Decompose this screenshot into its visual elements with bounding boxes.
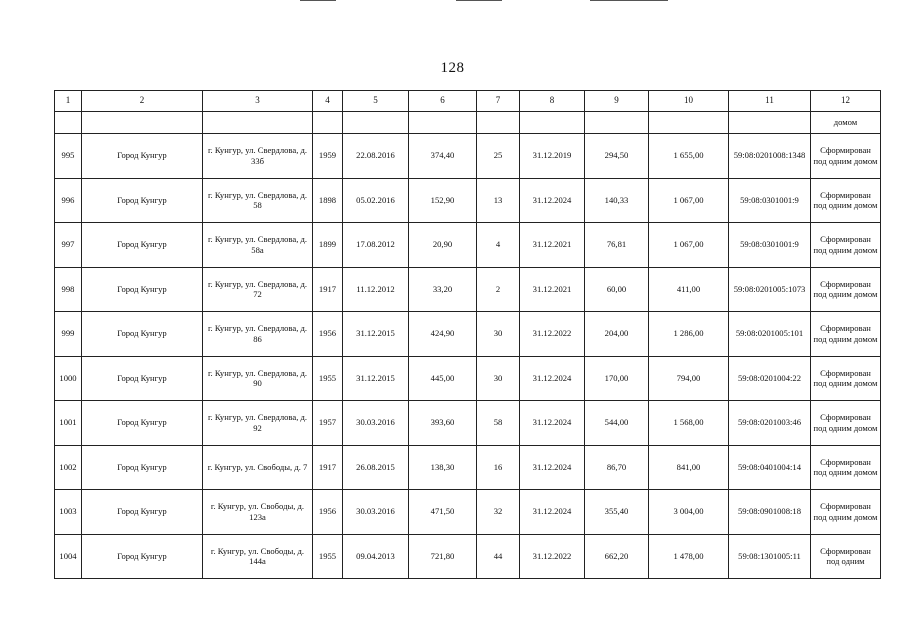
cell-num: 1004 xyxy=(55,534,82,579)
cell-date-recognized: 30.03.2016 xyxy=(343,401,409,446)
cell-municipality: Город Кунгур xyxy=(82,223,203,268)
cell-cadastral-number: 59:08:0201008:1348 xyxy=(729,134,811,179)
cell-deadline: 31.12.2021 xyxy=(520,223,585,268)
cell-area: 721,80 xyxy=(409,534,477,579)
cell-area: 138,30 xyxy=(409,445,477,490)
cell-residents: 25 xyxy=(477,134,520,179)
cell-address: г. Кунгур, ул. Свердлова, д. 58 xyxy=(203,178,313,223)
cell-area: 33,20 xyxy=(409,267,477,312)
cell-land-area: 411,00 xyxy=(649,267,729,312)
cell-num: 1001 xyxy=(55,401,82,446)
cell-date-recognized: 09.04.2013 xyxy=(343,534,409,579)
cell-municipality: Город Кунгур xyxy=(82,134,203,179)
cell-municipality: Город Кунгур xyxy=(82,356,203,401)
cell-cadastral-number: 11 xyxy=(729,91,811,112)
cell-municipality: 2 xyxy=(82,91,203,112)
cell-residents: 44 xyxy=(477,534,520,579)
scan-edge-line xyxy=(300,0,336,1)
cell-residents: 13 xyxy=(477,178,520,223)
cell-area: 374,40 xyxy=(409,134,477,179)
cell-land-status: домом xyxy=(811,112,881,134)
cell-deadline: 31.12.2019 xyxy=(520,134,585,179)
cell-area: 20,90 xyxy=(409,223,477,268)
cell-num: 996 xyxy=(55,178,82,223)
cell-address: г. Кунгур, ул. Свердлова, д. 58а xyxy=(203,223,313,268)
cell-cadastral-number xyxy=(729,112,811,134)
table-row xyxy=(55,534,881,579)
header-row xyxy=(55,91,881,112)
cell-address xyxy=(203,112,313,134)
cell-area-resettled: 355,40 xyxy=(585,490,649,535)
cell-land-status: Сформирован под одним домом xyxy=(811,223,881,268)
cell-cadastral-number: 59:08:0201004:22 xyxy=(729,356,811,401)
cell-year: 4 xyxy=(313,91,343,112)
cell-land-status: Сформирован под одним домом xyxy=(811,178,881,223)
cell-deadline: 31.12.2024 xyxy=(520,356,585,401)
cell-area-resettled: 294,50 xyxy=(585,134,649,179)
cell-date-recognized: 5 xyxy=(343,91,409,112)
cell-area-resettled: 9 xyxy=(585,91,649,112)
cell-year: 1959 xyxy=(313,134,343,179)
cell-land-area: 841,00 xyxy=(649,445,729,490)
cell-cadastral-number: 59:08:1301005:11 xyxy=(729,534,811,579)
cell-num: 998 xyxy=(55,267,82,312)
cell-residents: 32 xyxy=(477,490,520,535)
cell-deadline: 31.12.2024 xyxy=(520,490,585,535)
cell-address: г. Кунгур, ул. Свердлова, д. 92 xyxy=(203,401,313,446)
cell-area: 445,00 xyxy=(409,356,477,401)
cell-land-status: 12 xyxy=(811,91,881,112)
cell-land-area: 3 004,00 xyxy=(649,490,729,535)
cell-year: 1917 xyxy=(313,445,343,490)
cell-deadline: 31.12.2024 xyxy=(520,401,585,446)
cell-residents: 4 xyxy=(477,223,520,268)
cell-cadastral-number: 59:08:0901008:18 xyxy=(729,490,811,535)
cell-address: г. Кунгур, ул. Свердлова, д. 90 xyxy=(203,356,313,401)
cell-cadastral-number: 59:08:0201005:1073 xyxy=(729,267,811,312)
cell-num xyxy=(55,112,82,134)
cell-land-status: Сформирован под одним xyxy=(811,534,881,579)
cell-cadastral-number: 59:08:0201003:46 xyxy=(729,401,811,446)
cell-year: 1917 xyxy=(313,267,343,312)
cell-land-area: 1 478,00 xyxy=(649,534,729,579)
cell-area: 424,90 xyxy=(409,312,477,357)
cell-municipality: Город Кунгур xyxy=(82,401,203,446)
cell-land-status: Сформирован под одним домом xyxy=(811,356,881,401)
cell-date-recognized xyxy=(343,112,409,134)
table-row xyxy=(55,356,881,401)
cell-residents: 2 xyxy=(477,267,520,312)
cell-area-resettled: 76,81 xyxy=(585,223,649,268)
cell-municipality: Город Кунгур xyxy=(82,490,203,535)
cell-num: 997 xyxy=(55,223,82,268)
cell-cadastral-number: 59:08:0201005:101 xyxy=(729,312,811,357)
cell-residents: 7 xyxy=(477,91,520,112)
cell-area: 393,60 xyxy=(409,401,477,446)
table-row xyxy=(55,178,881,223)
cell-land-status: Сформирован под одним домом xyxy=(811,267,881,312)
cell-year xyxy=(313,112,343,134)
table-row xyxy=(55,223,881,268)
cell-land-status: Сформирован под одним домом xyxy=(811,134,881,179)
cell-date-recognized: 05.02.2016 xyxy=(343,178,409,223)
cell-num: 999 xyxy=(55,312,82,357)
cell-area-resettled: 60,00 xyxy=(585,267,649,312)
cell-num: 1000 xyxy=(55,356,82,401)
cell-address: г. Кунгур, ул. Свободы, д. 144а xyxy=(203,534,313,579)
cell-area-resettled: 170,00 xyxy=(585,356,649,401)
cell-municipality: Город Кунгур xyxy=(82,534,203,579)
scan-edge-line xyxy=(590,0,668,1)
cell-year: 1899 xyxy=(313,223,343,268)
cell-land-status: Сформирован под одним домом xyxy=(811,401,881,446)
table-row xyxy=(55,312,881,357)
cell-date-recognized: 30.03.2016 xyxy=(343,490,409,535)
cell-deadline: 31.12.2022 xyxy=(520,534,585,579)
cell-land-area: 1 067,00 xyxy=(649,223,729,268)
cell-area-resettled: 140,33 xyxy=(585,178,649,223)
cell-area: 152,90 xyxy=(409,178,477,223)
cell-date-recognized: 22.08.2016 xyxy=(343,134,409,179)
cell-land-area: 1 655,00 xyxy=(649,134,729,179)
cell-deadline xyxy=(520,112,585,134)
cell-address: г. Кунгур, ул. Свердлова, д. 86 xyxy=(203,312,313,357)
cell-municipality: Город Кунгур xyxy=(82,267,203,312)
cell-date-recognized: 11.12.2012 xyxy=(343,267,409,312)
cell-area xyxy=(409,112,477,134)
cell-date-recognized: 26.08.2015 xyxy=(343,445,409,490)
cell-municipality: Город Кунгур xyxy=(82,445,203,490)
cell-municipality: Город Кунгур xyxy=(82,312,203,357)
cell-area-resettled: 662,20 xyxy=(585,534,649,579)
cell-date-recognized: 31.12.2015 xyxy=(343,356,409,401)
cell-cadastral-number: 59:08:0301001:9 xyxy=(729,178,811,223)
cell-deadline: 31.12.2024 xyxy=(520,445,585,490)
cell-address: г. Кунгур, ул. Свободы, д. 123а xyxy=(203,490,313,535)
cell-num: 995 xyxy=(55,134,82,179)
table-row xyxy=(55,134,881,179)
cell-address: г. Кунгур, ул. Свердлова, д. 33б xyxy=(203,134,313,179)
cell-area: 6 xyxy=(409,91,477,112)
cell-area-resettled: 544,00 xyxy=(585,401,649,446)
page-number: 128 xyxy=(440,60,465,76)
cell-residents: 58 xyxy=(477,401,520,446)
cell-cadastral-number: 59:08:0401004:14 xyxy=(729,445,811,490)
cell-area-resettled: 204,00 xyxy=(585,312,649,357)
cell-area-resettled: 86,70 xyxy=(585,445,649,490)
cell-date-recognized: 17.08.2012 xyxy=(343,223,409,268)
cell-year: 1898 xyxy=(313,178,343,223)
cell-address: г. Кунгур, ул. Свердлова, д. 72 xyxy=(203,267,313,312)
table-row xyxy=(55,401,881,446)
cell-land-status: Сформирован под одним домом xyxy=(811,312,881,357)
table-row xyxy=(55,490,881,535)
cell-num: 1003 xyxy=(55,490,82,535)
cell-residents: 16 xyxy=(477,445,520,490)
table-row xyxy=(55,267,881,312)
cell-year: 1957 xyxy=(313,401,343,446)
cell-land-area: 1 067,00 xyxy=(649,178,729,223)
cell-deadline: 8 xyxy=(520,91,585,112)
cell-land-area xyxy=(649,112,729,134)
cell-area: 471,50 xyxy=(409,490,477,535)
cell-land-area: 1 286,00 xyxy=(649,312,729,357)
cell-num: 1002 xyxy=(55,445,82,490)
cell-date-recognized: 31.12.2015 xyxy=(343,312,409,357)
cell-year: 1955 xyxy=(313,534,343,579)
cell-land-status: Сформирован под одним домом xyxy=(811,490,881,535)
cell-area-resettled xyxy=(585,112,649,134)
cell-deadline: 31.12.2022 xyxy=(520,312,585,357)
cell-deadline: 31.12.2021 xyxy=(520,267,585,312)
cell-land-area: 794,00 xyxy=(649,356,729,401)
cell-address: 3 xyxy=(203,91,313,112)
cell-deadline: 31.12.2024 xyxy=(520,178,585,223)
cell-municipality: Город Кунгур xyxy=(82,178,203,223)
cell-residents: 30 xyxy=(477,312,520,357)
cell-year: 1955 xyxy=(313,356,343,401)
cell-address: г. Кунгур, ул. Свободы, д. 7 xyxy=(203,445,313,490)
register-table xyxy=(54,90,881,579)
cell-land-area: 1 568,00 xyxy=(649,401,729,446)
cell-year: 1956 xyxy=(313,312,343,357)
scan-edge-line xyxy=(456,0,502,1)
cell-residents xyxy=(477,112,520,134)
cell-municipality xyxy=(82,112,203,134)
cell-land-area: 10 xyxy=(649,91,729,112)
cell-land-status: Сформирован под одним домом xyxy=(811,445,881,490)
table-body xyxy=(55,91,881,579)
continuation-row xyxy=(55,112,881,134)
cell-cadastral-number: 59:08:0301001:9 xyxy=(729,223,811,268)
cell-num: 1 xyxy=(55,91,82,112)
cell-year: 1956 xyxy=(313,490,343,535)
table-row xyxy=(55,445,881,490)
cell-residents: 30 xyxy=(477,356,520,401)
